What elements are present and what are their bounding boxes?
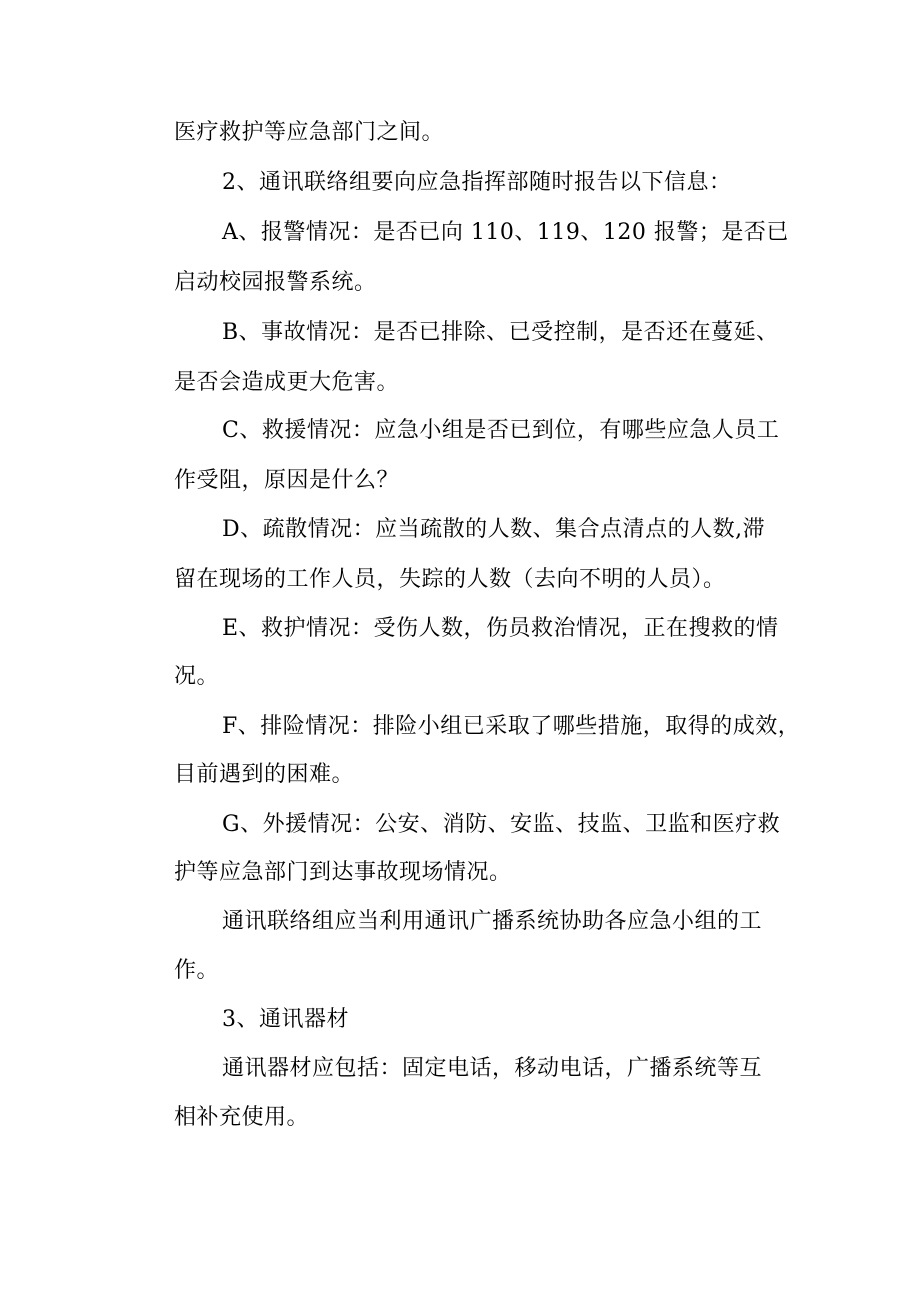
item-g-external-aid-cont: 护等应急部门到达事故现场情况。 bbox=[174, 860, 512, 885]
item-f-hazard-removal-cont: 目前遇到的困难。 bbox=[174, 762, 355, 787]
item-d-evacuation: D、疏散情况：应当疏散的人数、集合点清点的人数,滞 bbox=[222, 517, 766, 542]
section-heading-2: 2、通讯联络组要向应急指挥部随时报告以下信息： bbox=[222, 170, 732, 195]
item-b-accident-cont: 是否会造成更大危害。 bbox=[174, 370, 400, 395]
item-e-first-aid: E、救护情况：受伤人数，伤员救治情况，正在搜救的情 bbox=[222, 616, 779, 641]
item-b-accident: B、事故情况：是否已排除、已受控制，是否还在蔓延、 bbox=[222, 320, 779, 345]
section-heading-3: 3、通讯器材 bbox=[222, 1007, 349, 1032]
item-g-external-aid: G、外援情况：公安、消防、安监、技监、卫监和医疗救 bbox=[222, 812, 781, 837]
text-line-continuation: 医疗救护等应急部门之间。 bbox=[174, 120, 445, 145]
item-c-rescue-cont: 作受阻，原因是什么？ bbox=[174, 468, 400, 493]
paragraph-broadcast-cont: 作。 bbox=[174, 958, 220, 983]
paragraph-equipment: 通讯器材应包括：固定电话，移动电话，广播系统等互 bbox=[222, 1056, 763, 1081]
paragraph-broadcast: 通讯联络组应当利用通讯广播系统协助各应急小组的工 bbox=[222, 909, 763, 934]
item-c-rescue: C、救援情况：应急小组是否已到位，有哪些应急人员工 bbox=[222, 418, 780, 443]
item-e-first-aid-cont: 况。 bbox=[174, 664, 220, 689]
item-a-alarm: A、报警情况：是否已向 110、119、120 报警；是否已 bbox=[222, 220, 789, 245]
item-f-hazard-removal: F、排险情况：排险小组已采取了哪些措施，取得的成效， bbox=[222, 714, 801, 739]
item-d-evacuation-cont: 留在现场的工作人员，失踪的人数（去向不明的人员）。 bbox=[174, 567, 726, 592]
item-a-alarm-cont: 启动校园报警系统。 bbox=[174, 270, 377, 295]
paragraph-equipment-cont: 相补充使用。 bbox=[174, 1105, 310, 1130]
